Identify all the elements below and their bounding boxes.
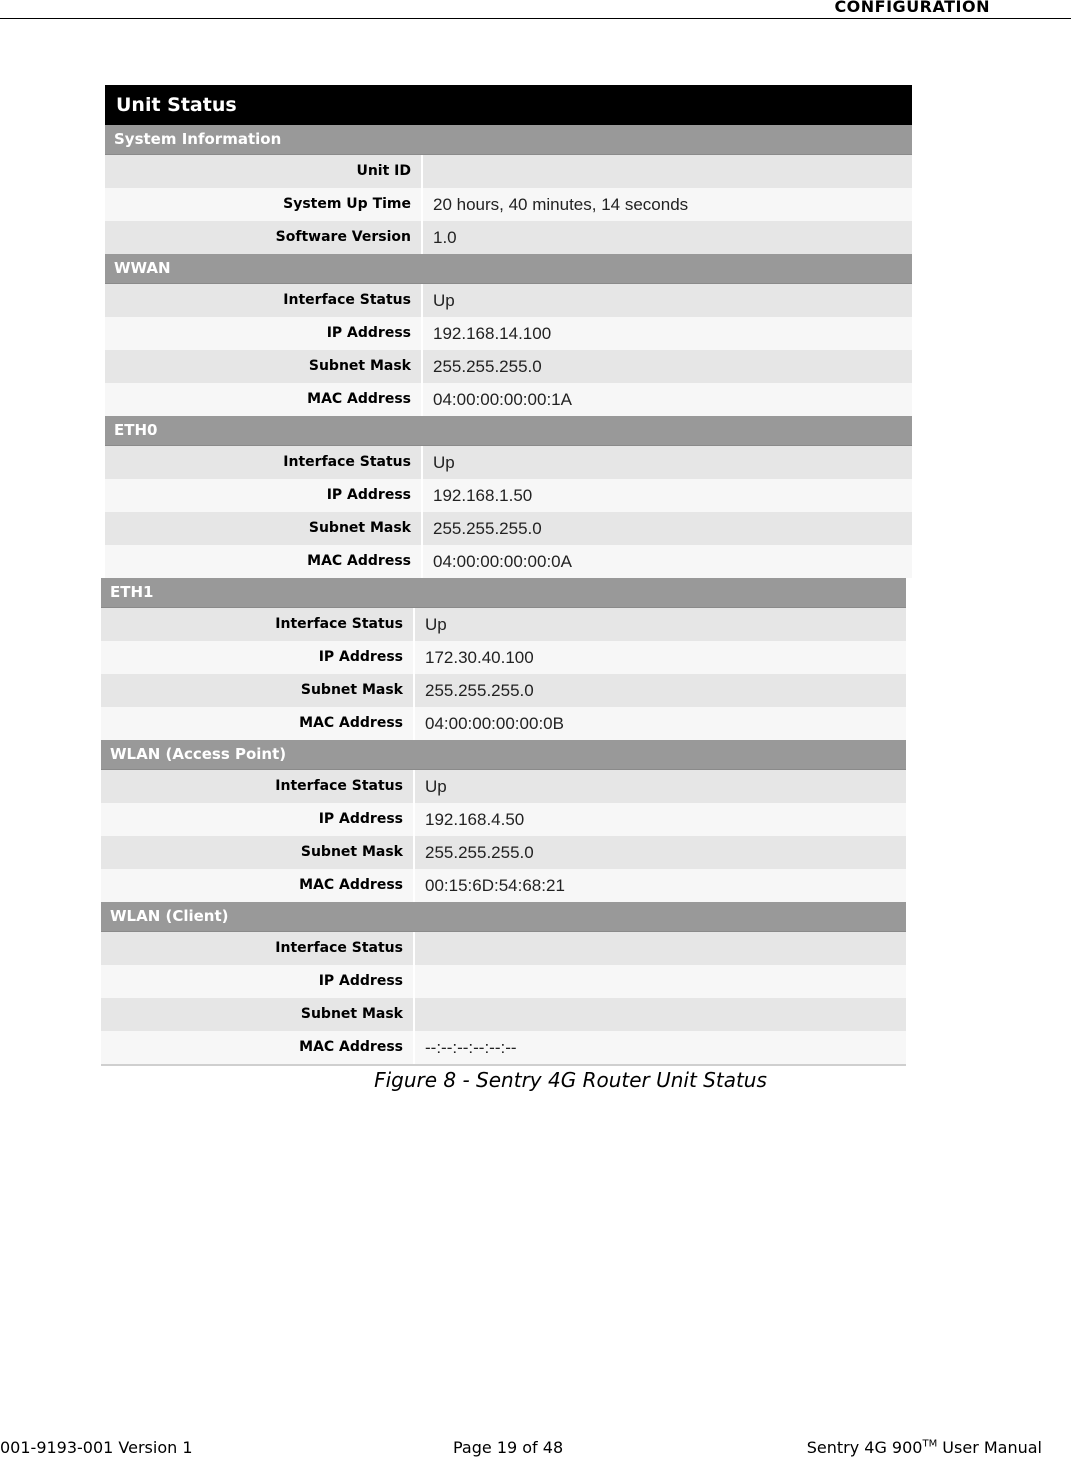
table-row bbox=[105, 284, 912, 317]
row-label: IP Address bbox=[105, 479, 423, 512]
row-value: 192.168.4.50 bbox=[425, 810, 525, 829]
row-value bbox=[415, 998, 906, 1031]
table-row bbox=[105, 383, 912, 416]
row-value: 172.30.40.100 bbox=[425, 648, 534, 667]
table-row bbox=[101, 641, 906, 674]
section-header-wlan-client: WLAN (Client) bbox=[101, 902, 906, 932]
row-label: MAC Address bbox=[101, 1031, 415, 1064]
figure-caption: Figure 8 - Sentry 4G Router Unit Status bbox=[374, 1068, 767, 1092]
table-row bbox=[105, 221, 912, 254]
table-row bbox=[101, 608, 906, 641]
row-value: 00:15:6D:54:68:21 bbox=[425, 876, 565, 895]
row-label: Subnet Mask bbox=[101, 836, 415, 869]
bottom-sections bbox=[101, 578, 906, 1064]
row-value: 192.168.1.50 bbox=[433, 486, 533, 505]
row-value: 20 hours, 40 minutes, 14 seconds bbox=[433, 195, 689, 214]
section-header-wwan: WWAN bbox=[105, 254, 912, 284]
panel-title: Unit Status bbox=[105, 85, 912, 125]
row-label: Interface Status bbox=[101, 932, 415, 965]
table-row bbox=[101, 803, 906, 836]
trademark-mark: TM bbox=[922, 1438, 938, 1450]
page-header-title: CONFIGURATION bbox=[834, 0, 990, 16]
row-label: Subnet Mask bbox=[105, 512, 423, 545]
table-row bbox=[101, 1031, 906, 1064]
row-value: --:--:--:--:--:-- bbox=[425, 1038, 517, 1057]
row-value bbox=[423, 155, 912, 188]
row-label: MAC Address bbox=[105, 383, 423, 416]
unit-status-panel-bottom bbox=[101, 578, 906, 1070]
header-rule bbox=[0, 18, 1071, 19]
row-label: Interface Status bbox=[101, 608, 415, 641]
row-label: MAC Address bbox=[101, 707, 415, 740]
row-label: IP Address bbox=[101, 965, 415, 998]
table-row bbox=[105, 350, 912, 383]
row-label: MAC Address bbox=[101, 869, 415, 902]
table-row bbox=[101, 770, 906, 803]
table-row bbox=[101, 932, 906, 965]
top-sections bbox=[105, 125, 912, 578]
table-row bbox=[101, 674, 906, 707]
row-label: IP Address bbox=[101, 641, 415, 674]
footer-manual-suffix: User Manual bbox=[937, 1438, 1042, 1457]
row-label: Subnet Mask bbox=[105, 350, 423, 383]
row-value: 255.255.255.0 bbox=[433, 357, 542, 376]
row-label: Interface Status bbox=[105, 446, 423, 479]
row-value bbox=[415, 965, 906, 998]
row-value: 192.168.14.100 bbox=[433, 324, 552, 343]
section-header-eth0: ETH0 bbox=[105, 416, 912, 446]
row-value: 255.255.255.0 bbox=[433, 519, 542, 538]
row-label: IP Address bbox=[101, 803, 415, 836]
row-value: 1.0 bbox=[433, 228, 457, 247]
row-label: Subnet Mask bbox=[101, 998, 415, 1031]
row-value: 255.255.255.0 bbox=[425, 681, 534, 700]
row-label: Interface Status bbox=[101, 770, 415, 803]
footer-manual-title bbox=[807, 1438, 1042, 1457]
row-label: Unit ID bbox=[105, 155, 423, 188]
table-row bbox=[101, 965, 906, 998]
table-row bbox=[105, 446, 912, 479]
section-header-wlan-access-point: WLAN (Access Point) bbox=[101, 740, 906, 770]
table-row bbox=[105, 512, 912, 545]
section-header-eth1: ETH1 bbox=[101, 578, 906, 608]
table-row bbox=[101, 836, 906, 869]
section-header-system-information: System Information bbox=[105, 125, 912, 155]
row-label: Subnet Mask bbox=[101, 674, 415, 707]
row-value: Up bbox=[425, 777, 447, 796]
row-value: 04:00:00:00:00:0B bbox=[425, 714, 564, 733]
row-value: 255.255.255.0 bbox=[425, 843, 534, 862]
table-row bbox=[105, 479, 912, 512]
row-value: 04:00:00:00:00:0A bbox=[433, 552, 572, 571]
table-row bbox=[105, 317, 912, 350]
row-value: Up bbox=[433, 291, 455, 310]
footer-doc-number: 001-9193-001 Version 1 bbox=[0, 1438, 193, 1457]
table-row bbox=[105, 155, 912, 188]
table-row bbox=[101, 707, 906, 740]
row-label: IP Address bbox=[105, 317, 423, 350]
row-label: Interface Status bbox=[105, 284, 423, 317]
table-row bbox=[101, 998, 906, 1031]
row-label: Software Version bbox=[105, 221, 423, 254]
footer-manual-prefix: Sentry 4G 900 bbox=[806, 1438, 923, 1457]
unit-status-panel-top bbox=[105, 85, 912, 578]
row-value bbox=[415, 932, 906, 965]
row-label: System Up Time bbox=[105, 188, 423, 221]
row-value: 04:00:00:00:00:1A bbox=[433, 390, 572, 409]
footer-page-number: Page 19 of 48 bbox=[453, 1438, 564, 1457]
row-value: Up bbox=[425, 615, 447, 634]
table-row bbox=[105, 545, 912, 578]
table-row bbox=[101, 869, 906, 902]
row-label: MAC Address bbox=[105, 545, 423, 578]
row-value: Up bbox=[433, 453, 455, 472]
table-row bbox=[105, 188, 912, 221]
